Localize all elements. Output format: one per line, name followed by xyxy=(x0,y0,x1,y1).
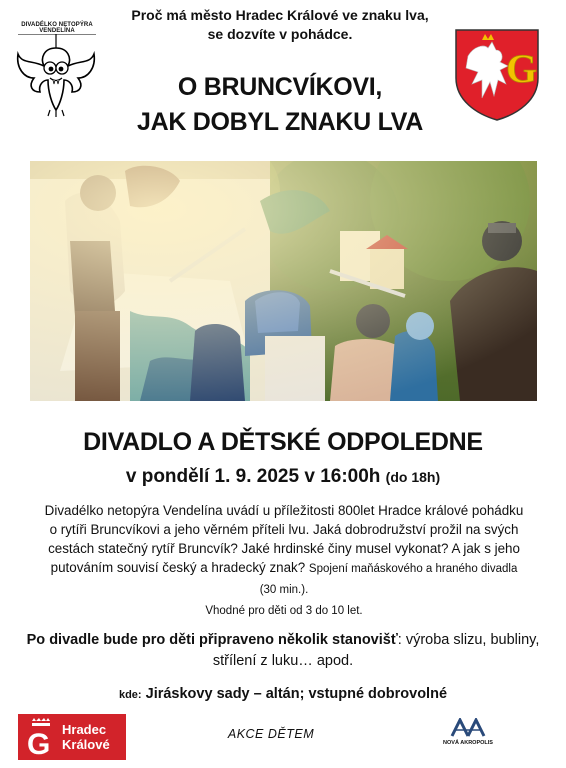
theatre-performance-photo xyxy=(30,161,537,401)
svg-text:G: G xyxy=(27,728,51,756)
akropolis-emblem-icon xyxy=(450,718,486,738)
intro-line-2: se dozvíte v pohádce. xyxy=(207,26,353,42)
description-main: Divadélko netopýra Vendelína uvádí u příležitosti 800let Hradce králové pohádku o rytíři Bruncvíkovi a jeho věrném příteli lvu. Jaká dobrodružství prožil na svých cestách statečný rytíř Bruncvík? Jaké hrdinské činy musel vykonat? A jak s jeho putováním souvisí český a hradecký znak? xyxy=(44,503,524,575)
event-description xyxy=(44,501,524,621)
city-crest-logo xyxy=(452,26,542,122)
event-datetime xyxy=(0,466,566,488)
title-line-2: JAK DOBYL ZNAKU LVA xyxy=(137,108,423,136)
description-format: Spojení maňáskového a hraného divadla (30 min.). xyxy=(259,563,518,596)
event-headline: DIVADLO A DĚTSKÉ ODPOLEDNE xyxy=(83,428,483,456)
intro-text xyxy=(110,6,450,44)
city-g-icon xyxy=(24,718,58,756)
event-date-time: v pondělí 1. 9. 2025 v 16:00h xyxy=(125,466,381,487)
city-logo-line-1: Hradec xyxy=(62,722,107,737)
slogan-text: AKCE DĚTEM xyxy=(227,727,315,741)
stations-list: : výroba slizu, bubliny, střílení z luku… apod. xyxy=(212,632,540,669)
theatre-logo-text: DIVADÉLKO NETOPÝRA VENDELÍNA xyxy=(21,22,93,34)
location-value: Jiráskovy sady – altán; vstupné dobrovolné xyxy=(145,686,448,702)
description-age: Vhodné pro děti od 3 do 10 let. xyxy=(205,605,363,617)
stations-intro: Po divadle bude pro děti připraveno několik stanovišť xyxy=(26,632,398,648)
svg-text:G: G xyxy=(506,46,538,91)
partner-logo-text: NOVÁ AKROPOLIS xyxy=(443,740,493,746)
stations-info xyxy=(20,630,546,672)
title-line-1: O BRUNCVÍKOVI, xyxy=(177,73,383,101)
location-label: kde: xyxy=(118,689,142,701)
city-logo xyxy=(18,714,126,760)
city-logo-line-2: Králové xyxy=(62,737,110,752)
city-logo-text xyxy=(62,722,110,752)
page-title xyxy=(80,70,480,140)
event-end-time: (do 18h) xyxy=(385,469,441,485)
location-info xyxy=(0,686,566,702)
intro-line-1: Proč má město Hradec Králové ve znaku lva, xyxy=(131,7,429,23)
